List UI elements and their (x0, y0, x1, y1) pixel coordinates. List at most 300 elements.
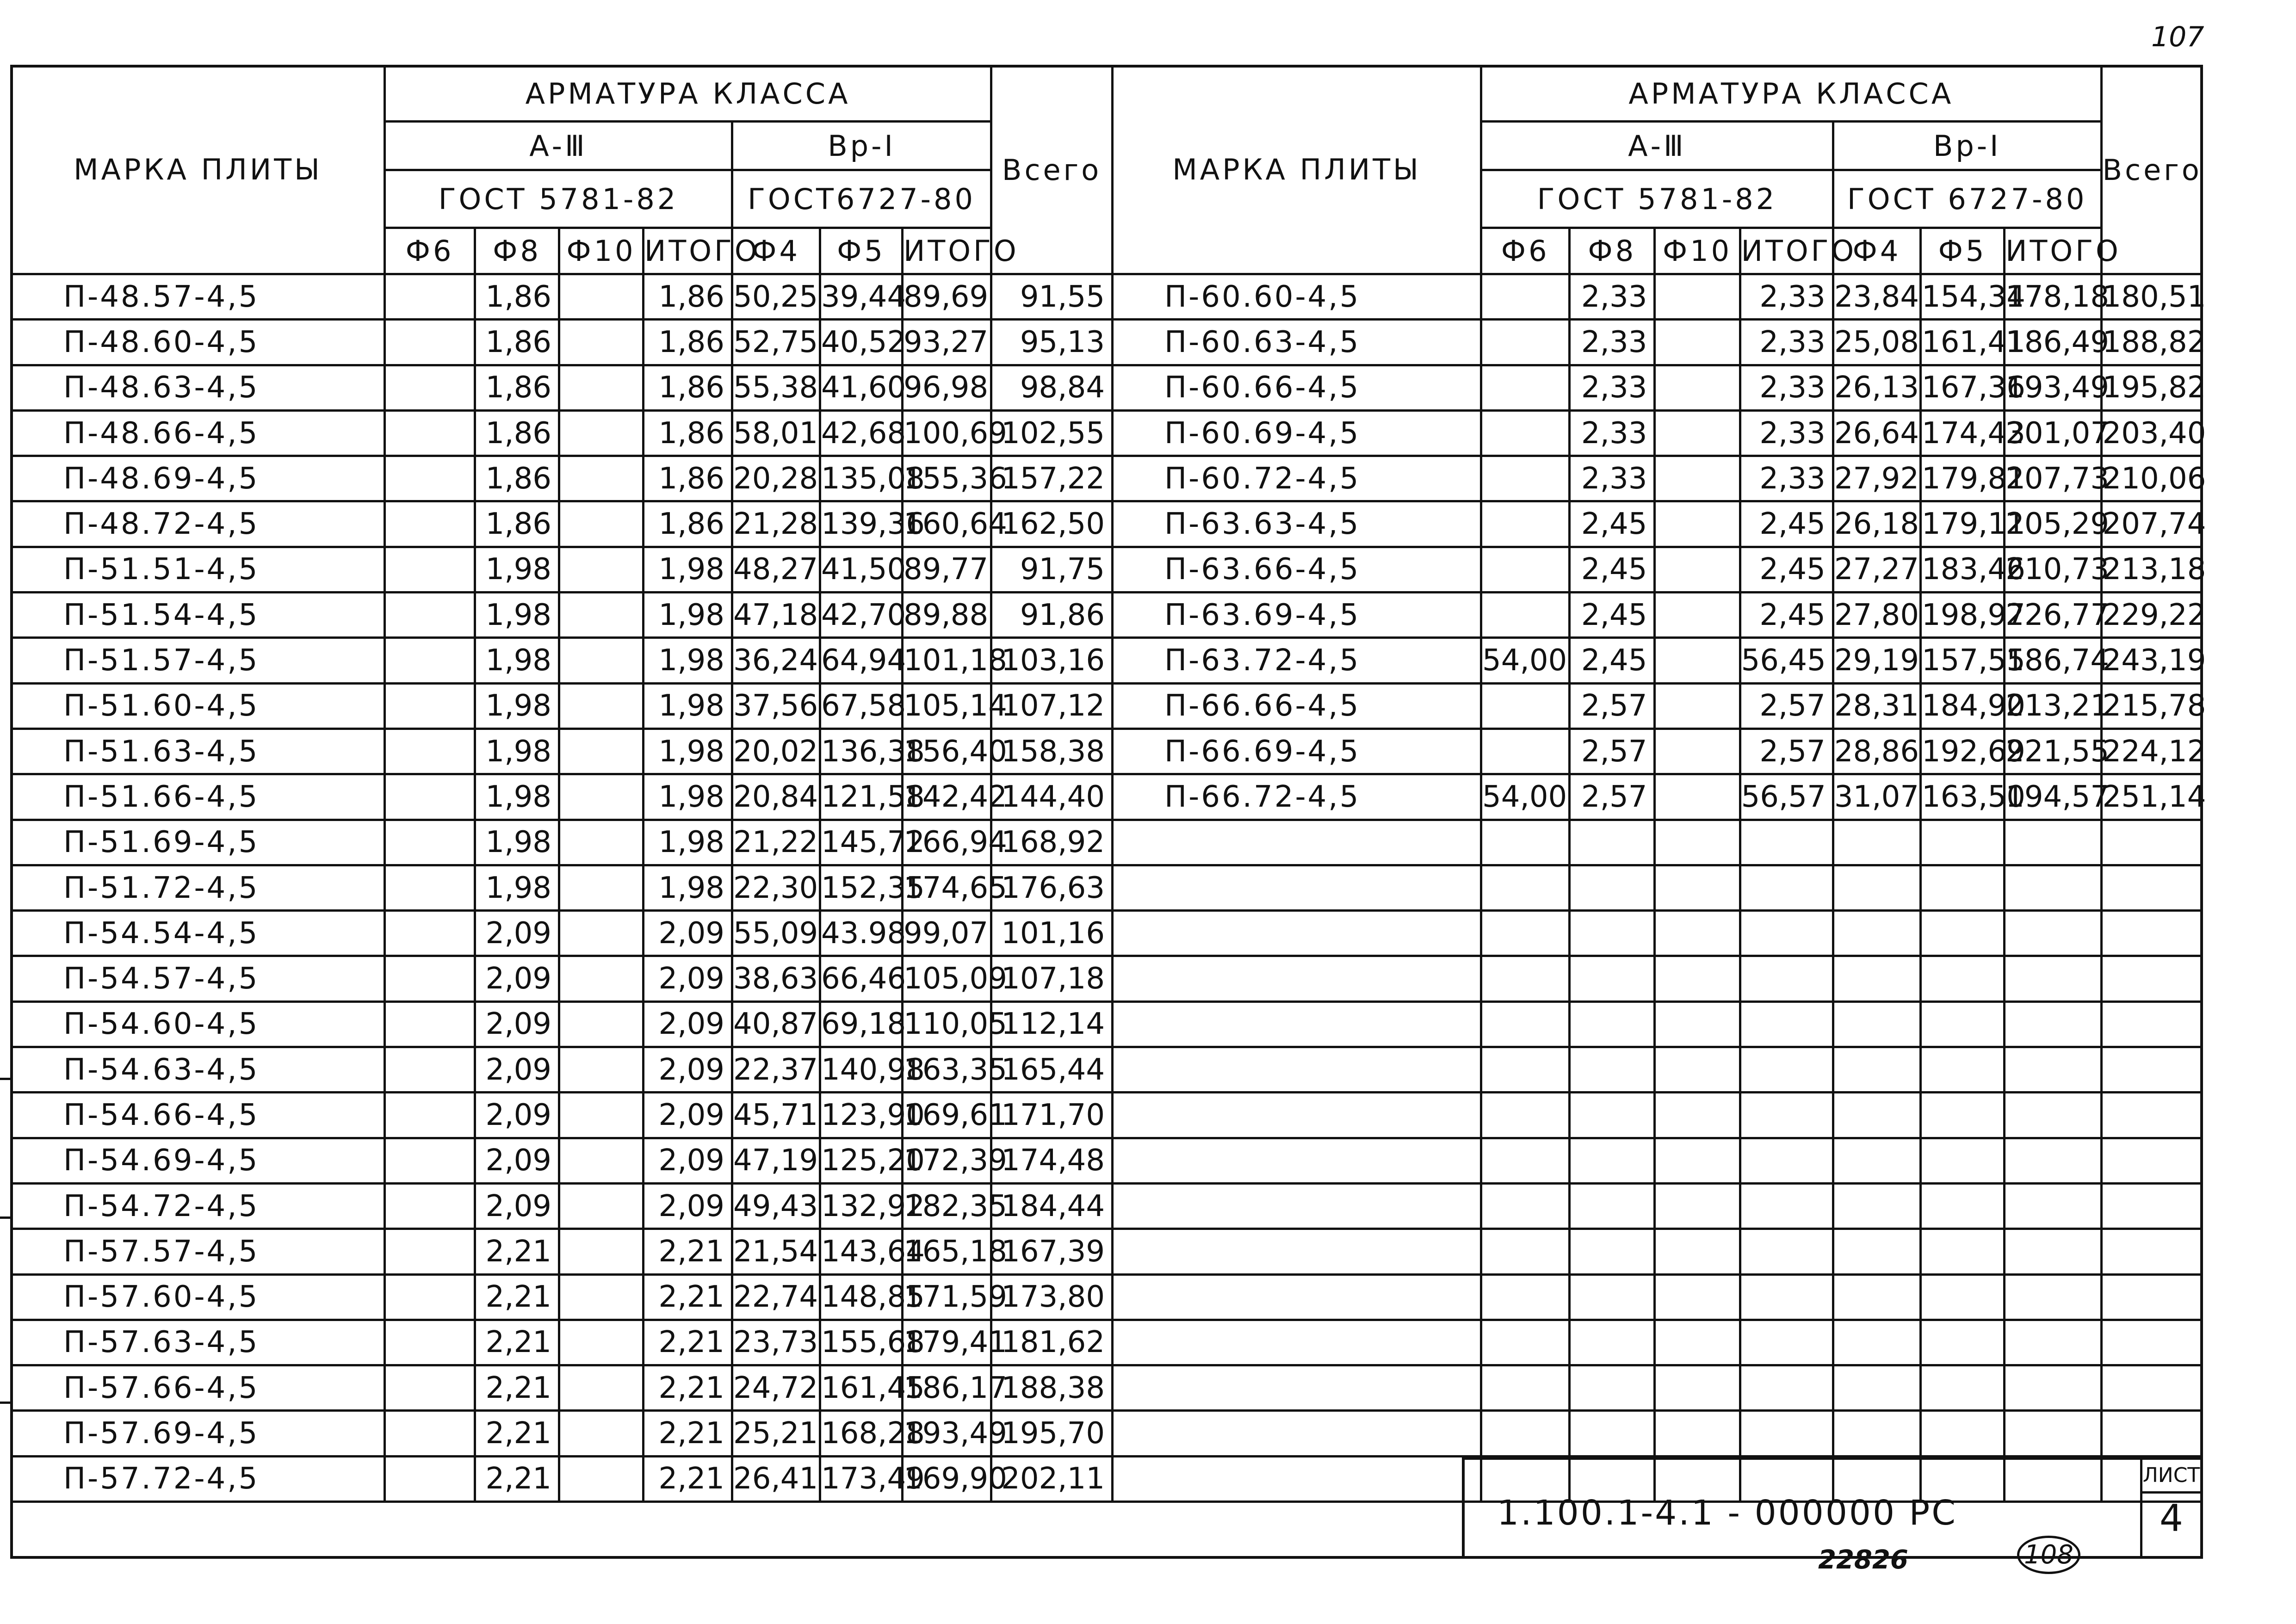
cell-f4: 49,43 (732, 1183, 820, 1229)
cell-plate-mark: П-66.69-4,5 (1113, 729, 1481, 774)
mark-header: МАРКА ПЛИТЫ (1113, 66, 1481, 274)
col-f5: Ф5 (1921, 228, 2005, 274)
cell-subtotal-a (1740, 865, 1833, 910)
cell-f6 (1481, 683, 1570, 729)
cell-f5: 66,46 (820, 956, 903, 1001)
cell-total: 165,44 (991, 1047, 1113, 1093)
cell-plate-mark (1113, 1411, 1481, 1456)
table-row (12, 729, 1113, 774)
cell-subtotal-a: 1,98 (644, 729, 732, 774)
cell-subtotal-bp: 169,90 (903, 1456, 991, 1501)
cell-f10 (559, 865, 644, 910)
cell-f5: 168,28 (820, 1411, 903, 1456)
cell-f5: 179,11 (1921, 501, 2005, 547)
cell-f4 (1833, 1183, 1920, 1229)
cell-f8 (1570, 1229, 1655, 1274)
table-row (12, 683, 1113, 729)
cell-f10 (1655, 911, 1740, 956)
col-f5: Ф5 (820, 228, 903, 274)
table-row (12, 911, 1113, 956)
cell-f8: 1,86 (475, 274, 559, 320)
cell-f4 (1833, 1001, 1920, 1047)
cell-f6 (1481, 1320, 1570, 1365)
cell-f5: 157,55 (1921, 638, 2005, 683)
cell-plate-mark (1113, 1183, 1481, 1229)
cell-plate-mark: П-60.60-4,5 (1113, 274, 1481, 320)
cell-f5 (1921, 1093, 2005, 1138)
table-row (1113, 820, 2202, 865)
table-row (12, 410, 1113, 456)
cell-f8: 1,86 (475, 410, 559, 456)
col-f6: Ф6 (385, 228, 475, 274)
cell-f8: 1,86 (475, 320, 559, 365)
cell-total (2101, 1320, 2202, 1365)
cell-plate-mark: П-63.66-4,5 (1113, 547, 1481, 592)
cell-f8: 2,33 (1570, 274, 1655, 320)
cell-f5 (1921, 1365, 2005, 1411)
cell-subtotal-bp: 194,57 (2005, 774, 2101, 820)
table-row (1113, 638, 2202, 683)
cell-f5: 140,98 (820, 1047, 903, 1093)
cell-f5 (1921, 1274, 2005, 1320)
col-subtotal-bp: ИТОГО (2005, 228, 2101, 274)
cell-f10 (1655, 1365, 1740, 1411)
cell-f6 (385, 501, 475, 547)
cell-f4 (1833, 1229, 1920, 1274)
cell-subtotal-a: 2,33 (1740, 456, 1833, 501)
cell-f10 (1655, 683, 1740, 729)
cell-f5: 161,45 (820, 1365, 903, 1411)
cell-f8: 2,21 (475, 1411, 559, 1456)
cell-plate-mark: П-60.69-4,5 (1113, 410, 1481, 456)
cell-plate-mark: П-54.63-4,5 (12, 1047, 385, 1093)
cell-subtotal-a: 1,98 (644, 593, 732, 638)
cell-f4: 26,18 (1833, 501, 1920, 547)
table-row (1113, 956, 2202, 1001)
cell-f10 (559, 365, 644, 410)
cell-plate-mark (1113, 911, 1481, 956)
cell-plate-mark: П-51.60-4,5 (12, 683, 385, 729)
table-row (1113, 1229, 2202, 1274)
cell-total: 103,16 (991, 638, 1113, 683)
cell-plate-mark (1113, 956, 1481, 1001)
cell-f4: 25,21 (732, 1411, 820, 1456)
table-row (12, 501, 1113, 547)
cell-subtotal-bp: 179,41 (903, 1320, 991, 1365)
cell-subtotal-bp: 221,55 (2005, 729, 2101, 774)
cell-total (2101, 1229, 2202, 1274)
cell-plate-mark: П-54.54-4,5 (12, 911, 385, 956)
cell-subtotal-bp: 201,07 (2005, 410, 2101, 456)
table-row (1113, 501, 2202, 547)
cell-total: 91,55 (991, 274, 1113, 320)
cell-subtotal-bp: 193,49 (2005, 365, 2101, 410)
cell-plate-mark: П-63.63-4,5 (1113, 501, 1481, 547)
cell-f8: 2,45 (1570, 547, 1655, 592)
cell-subtotal-a (1740, 1365, 1833, 1411)
cell-f6 (1481, 456, 1570, 501)
cell-f10 (559, 1229, 644, 1274)
cell-f6 (1481, 1093, 1570, 1138)
cell-subtotal-bp: 186,49 (2005, 320, 2101, 365)
cell-total: 203,40 (2101, 410, 2202, 456)
cell-subtotal-a (1740, 1229, 1833, 1274)
cell-f4: 55,38 (732, 365, 820, 410)
cell-total: 202,11 (991, 1456, 1113, 1501)
table-row (12, 1229, 1113, 1274)
cell-f5: 136,38 (820, 729, 903, 774)
cell-f5: 148,85 (820, 1274, 903, 1320)
cell-f4: 20,02 (732, 729, 820, 774)
cell-f6 (385, 1001, 475, 1047)
cell-f6 (385, 1093, 475, 1138)
table-row (1113, 683, 2202, 729)
cell-subtotal-bp: 142,42 (903, 774, 991, 820)
cell-total: 195,70 (991, 1411, 1113, 1456)
cell-subtotal-bp: 174,65 (903, 865, 991, 910)
cell-f5: 152,35 (820, 865, 903, 910)
cell-f6 (1481, 501, 1570, 547)
col-f8: Ф8 (475, 228, 559, 274)
class-bp-header: Вр-Ⅰ (732, 122, 991, 170)
cell-f6 (1481, 1138, 1570, 1183)
cell-f5 (1921, 1001, 2005, 1047)
cell-subtotal-a: 2,09 (644, 911, 732, 956)
sheet-label: ЛИСТ (2142, 1460, 2200, 1494)
cell-f4 (1833, 1093, 1920, 1138)
cell-subtotal-bp: 160,64 (903, 501, 991, 547)
cell-f5: 132,92 (820, 1183, 903, 1229)
cell-subtotal-bp: 182,35 (903, 1183, 991, 1229)
cell-subtotal-bp: 186,74 (2005, 638, 2101, 683)
cell-plate-mark: П-48.60-4,5 (12, 320, 385, 365)
cell-plate-mark: П-57.63-4,5 (12, 1320, 385, 1365)
cell-f4: 23,73 (732, 1320, 820, 1365)
cell-f5: 125,20 (820, 1138, 903, 1183)
cell-f10 (1655, 456, 1740, 501)
col-f8: Ф8 (1570, 228, 1655, 274)
cell-f4 (1833, 1274, 1920, 1320)
cell-f4: 28,31 (1833, 683, 1920, 729)
cell-f4 (1833, 1047, 1920, 1093)
cell-subtotal-a (1740, 820, 1833, 865)
cell-total (2101, 1365, 2202, 1411)
cell-plate-mark: П-54.60-4,5 (12, 1001, 385, 1047)
cell-subtotal-bp: 89,69 (903, 274, 991, 320)
cell-plate-mark: П-51.54-4,5 (12, 593, 385, 638)
table-row (12, 865, 1113, 910)
cell-f10 (1655, 1001, 1740, 1047)
cell-plate-mark (1113, 1001, 1481, 1047)
table-row (1113, 274, 2202, 320)
cell-subtotal-a: 1,98 (644, 865, 732, 910)
cell-f8: 2,09 (475, 1047, 559, 1093)
cell-f8 (1570, 865, 1655, 910)
cell-total: 180,51 (2101, 274, 2202, 320)
cell-f4: 38,63 (732, 956, 820, 1001)
cell-f4: 21,22 (732, 820, 820, 865)
cell-f8: 1,98 (475, 683, 559, 729)
cell-f8: 2,57 (1570, 774, 1655, 820)
cell-f8: 1,86 (475, 365, 559, 410)
cell-f10 (559, 1274, 644, 1320)
cell-subtotal-a (1740, 1047, 1833, 1093)
cell-plate-mark (1113, 1365, 1481, 1411)
gost-bp-header: ГОСТ6727-80 (732, 170, 991, 228)
cell-f4: 20,84 (732, 774, 820, 820)
cell-f4 (1833, 865, 1920, 910)
total-header: Всего (991, 66, 1113, 274)
cell-plate-mark: П-57.72-4,5 (12, 1456, 385, 1501)
cell-f8: 2,21 (475, 1456, 559, 1501)
table-row (12, 1274, 1113, 1320)
cell-subtotal-bp (2005, 820, 2101, 865)
cell-f5 (1921, 1138, 2005, 1183)
cell-f10 (559, 410, 644, 456)
table-row (12, 820, 1113, 865)
cell-total: 91,75 (991, 547, 1113, 592)
cell-f5: 123,90 (820, 1093, 903, 1138)
cell-plate-mark: П-54.72-4,5 (12, 1183, 385, 1229)
cell-plate-mark: П-48.57-4,5 (12, 274, 385, 320)
cell-plate-mark: П-51.69-4,5 (12, 820, 385, 865)
cell-subtotal-bp (2005, 1093, 2101, 1138)
cell-plate-mark: П-57.66-4,5 (12, 1365, 385, 1411)
cell-f8: 2,09 (475, 956, 559, 1001)
cell-f10 (559, 320, 644, 365)
cell-f8: 2,45 (1570, 638, 1655, 683)
cell-subtotal-bp: 205,29 (2005, 501, 2101, 547)
cell-f4: 52,75 (732, 320, 820, 365)
cell-f6 (1481, 320, 1570, 365)
cell-subtotal-a (1740, 1001, 1833, 1047)
cell-subtotal-bp: 89,77 (903, 547, 991, 592)
cell-total (2101, 1001, 2202, 1047)
cell-f8: 2,21 (475, 1274, 559, 1320)
table-row (12, 547, 1113, 592)
cell-f5: 155,68 (820, 1320, 903, 1365)
cell-subtotal-a: 2,09 (644, 1047, 732, 1093)
cell-subtotal-a: 2,21 (644, 1320, 732, 1365)
cell-subtotal-a: 2,21 (644, 1365, 732, 1411)
cell-f6 (385, 1047, 475, 1093)
cell-f4: 27,27 (1833, 547, 1920, 592)
cell-f4: 48,27 (732, 547, 820, 592)
cell-f5 (1921, 1183, 2005, 1229)
cell-f4 (1833, 911, 1920, 956)
table-row (12, 1456, 1113, 1501)
cell-f4: 22,74 (732, 1274, 820, 1320)
cell-plate-mark: П-66.72-4,5 (1113, 774, 1481, 820)
cell-total: 98,84 (991, 365, 1113, 410)
cell-subtotal-a: 2,33 (1740, 365, 1833, 410)
col-subtotal-bp: ИТОГО (903, 228, 991, 274)
cell-f5 (1921, 956, 2005, 1001)
cell-f6 (385, 410, 475, 456)
cell-subtotal-a: 1,86 (644, 320, 732, 365)
cell-subtotal-bp: 163,35 (903, 1047, 991, 1093)
cell-total (2101, 1047, 2202, 1093)
cell-total: 162,50 (991, 501, 1113, 547)
cell-subtotal-bp: 156,40 (903, 729, 991, 774)
cell-subtotal-a: 2,21 (644, 1229, 732, 1274)
cell-f5: 183,46 (1921, 547, 2005, 592)
cell-total: 107,12 (991, 683, 1113, 729)
cell-subtotal-a (1740, 1183, 1833, 1229)
cell-f5 (1921, 911, 2005, 956)
cell-f10 (1655, 1320, 1740, 1365)
table-row (12, 1365, 1113, 1411)
cell-total: 144,40 (991, 774, 1113, 820)
cell-subtotal-a: 2,45 (1740, 547, 1833, 592)
cell-f8 (1570, 1411, 1655, 1456)
cell-total (2101, 865, 2202, 910)
cell-subtotal-a: 1,98 (644, 638, 732, 683)
cell-plate-mark: П-57.57-4,5 (12, 1229, 385, 1274)
cell-f5: 43.98 (820, 911, 903, 956)
cell-subtotal-a (1740, 1274, 1833, 1320)
cell-total (2101, 1274, 2202, 1320)
cell-total: 168,92 (991, 820, 1113, 865)
cell-total (2101, 956, 2202, 1001)
cell-subtotal-a (1740, 956, 1833, 1001)
table-row (1113, 1365, 2202, 1411)
cell-subtotal-a: 2,21 (644, 1411, 732, 1456)
col-subtotal-a: ИТОГО (1740, 228, 1833, 274)
cell-subtotal-bp (2005, 1365, 2101, 1411)
cell-subtotal-bp: 89,88 (903, 593, 991, 638)
sheet-cell (2140, 1460, 2200, 1559)
gost-bp-header: ГОСТ 6727-80 (1833, 170, 2101, 228)
gost-a-header: ГОСТ 5781-82 (1481, 170, 1833, 228)
table-row (12, 956, 1113, 1001)
cell-f6 (1481, 729, 1570, 774)
cell-plate-mark (1113, 1138, 1481, 1183)
cell-subtotal-a (1740, 1138, 1833, 1183)
cell-f6 (1481, 911, 1570, 956)
cell-f8 (1570, 1047, 1655, 1093)
cell-f8: 2,33 (1570, 365, 1655, 410)
table-row (1113, 774, 2202, 820)
cell-f5: 145,72 (820, 820, 903, 865)
table-row (1113, 456, 2202, 501)
cell-f6: 54,00 (1481, 638, 1570, 683)
cell-subtotal-a: 56,57 (1740, 774, 1833, 820)
cell-total: 95,13 (991, 320, 1113, 365)
cell-f5: 139,36 (820, 501, 903, 547)
cell-f8: 2,45 (1570, 501, 1655, 547)
cell-f6 (385, 1274, 475, 1320)
class-bp-header: Вр-Ⅰ (1833, 122, 2101, 170)
col-f10: Ф10 (1655, 228, 1740, 274)
cell-f8 (1570, 956, 1655, 1001)
cell-plate-mark: П-48.63-4,5 (12, 365, 385, 410)
cell-plate-mark (1113, 1229, 1481, 1274)
cell-subtotal-bp: 178,18 (2005, 274, 2101, 320)
cell-f8: 2,57 (1570, 729, 1655, 774)
table-row (12, 365, 1113, 410)
cell-f10 (1655, 820, 1740, 865)
cell-f4: 36,24 (732, 638, 820, 683)
cell-f8 (1570, 1001, 1655, 1047)
total-header: Всего (2101, 66, 2202, 274)
cell-total: 243,19 (2101, 638, 2202, 683)
cell-plate-mark: П-66.66-4,5 (1113, 683, 1481, 729)
cell-f6 (385, 638, 475, 683)
table-row (12, 456, 1113, 501)
cell-f5 (1921, 820, 2005, 865)
cell-plate-mark: П-60.72-4,5 (1113, 456, 1481, 501)
cell-subtotal-bp: 105,14 (903, 683, 991, 729)
cell-subtotal-a: 1,86 (644, 501, 732, 547)
table-row (12, 1047, 1113, 1093)
cell-total: 167,39 (991, 1229, 1113, 1274)
cell-f6 (385, 683, 475, 729)
table-row (1113, 911, 2202, 956)
table-row (1113, 547, 2202, 592)
cell-total: 176,63 (991, 865, 1113, 910)
cell-subtotal-bp: 213,21 (2005, 683, 2101, 729)
cell-total: 210,06 (2101, 456, 2202, 501)
cell-f4: 21,54 (732, 1229, 820, 1274)
cell-f8: 2,09 (475, 1093, 559, 1138)
cell-plate-mark: П-57.69-4,5 (12, 1411, 385, 1456)
cell-subtotal-bp (2005, 956, 2101, 1001)
cell-subtotal-bp (2005, 1183, 2101, 1229)
table-row (12, 274, 1113, 320)
cell-f8: 2,33 (1570, 456, 1655, 501)
table-row (1113, 320, 2202, 365)
cell-subtotal-bp: 101,18 (903, 638, 991, 683)
cell-f6 (385, 593, 475, 638)
cell-plate-mark: П-60.66-4,5 (1113, 365, 1481, 410)
cell-f5: 173,49 (820, 1456, 903, 1501)
table-row (1113, 593, 2202, 638)
cell-f8: 2,45 (1570, 593, 1655, 638)
cell-subtotal-bp (2005, 1001, 2101, 1047)
cell-plate-mark: П-51.63-4,5 (12, 729, 385, 774)
cell-f4: 40,87 (732, 1001, 820, 1047)
cell-f6 (385, 1138, 475, 1183)
table-row (1113, 1138, 2202, 1183)
cell-subtotal-bp: 155,36 (903, 456, 991, 501)
cell-subtotal-bp (2005, 1138, 2101, 1183)
cell-plate-mark: П-54.69-4,5 (12, 1138, 385, 1183)
cell-f6 (1481, 1183, 1570, 1229)
cell-f8: 2,09 (475, 911, 559, 956)
cell-f6 (385, 820, 475, 865)
cell-f10 (1655, 1411, 1740, 1456)
cell-subtotal-bp (2005, 911, 2101, 956)
cell-f10 (1655, 593, 1740, 638)
cell-total (2101, 1183, 2202, 1229)
cell-f10 (559, 456, 644, 501)
cell-f4: 31,07 (1833, 774, 1920, 820)
cell-f4 (1833, 1365, 1920, 1411)
cell-f6 (385, 774, 475, 820)
cell-f10 (1655, 956, 1740, 1001)
cell-f10 (1655, 1229, 1740, 1274)
cell-f5 (1921, 1411, 2005, 1456)
cell-subtotal-a: 2,33 (1740, 320, 1833, 365)
cell-subtotal-bp: 166,94 (903, 820, 991, 865)
cell-total: 224,12 (2101, 729, 2202, 774)
cell-f6 (385, 1183, 475, 1229)
cell-subtotal-a: 1,86 (644, 365, 732, 410)
table-row (1113, 1001, 2202, 1047)
cell-subtotal-bp: 193,49 (903, 1411, 991, 1456)
cell-total: 158,38 (991, 729, 1113, 774)
